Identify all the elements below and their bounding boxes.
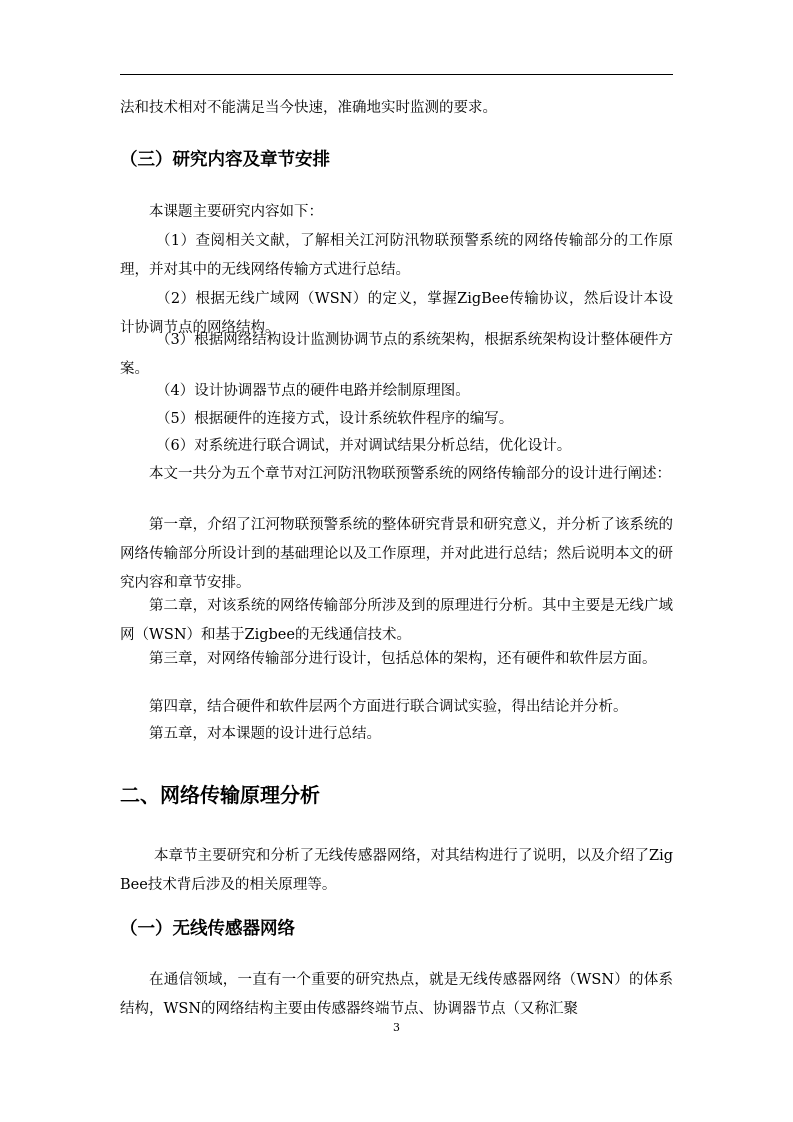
research-item-1: （1）查阅相关文献，了解相关江河防汛物联预警系统的网络传输部分的工作原理，并对其中的无线网络传输方式进行总结。	[120, 233, 673, 278]
research-intro: 本课题主要研究内容如下：	[149, 204, 323, 220]
chapter-2-title: 二、网络传输原理分析	[120, 783, 320, 807]
section-1-title: （一）无线传感器网络	[120, 919, 295, 939]
research-item-2: （2）根据无线广域网（WSN）的定义，掌握ZigBee传输协议，然后设计本设计协调节点的网络结构。	[120, 291, 673, 336]
chapters-intro: 本文一共分为五个章节对江河防汛物联预警系统的网络传输部分的设计进行阐述：	[149, 466, 671, 482]
header-rule	[120, 74, 673, 75]
page-number: 3	[393, 1021, 400, 1034]
wsn-paragraph: 在通信领域，一直有一个重要的研究热点，就是无线传感器网络（WSN）的体系结构，WSN的网络结构主要由传感器终端节点、协调器节点（又称汇聚	[120, 972, 673, 1017]
chapter-summary-4: 第四章，结合硬件和软件层两个方面进行联合调试实验，得出结论并分析。	[149, 699, 628, 715]
chapter-summary-5: 第五章，对本课题的设计进行总结。	[149, 726, 381, 742]
research-item-5: （5）根据硬件的连接方式，设计系统软件程序的编写。	[156, 411, 514, 427]
chapter-summary-3: 第三章，对网络传输部分进行设计，包括总体的架构，还有硬件和软件层方面。	[149, 651, 657, 667]
chapter-summary-2: 第二章，对该系统的网络传输部分所涉及到的原理进行分析。其中主要是无线广域网（WSN）和基于Zigbee的无线通信技术。	[120, 598, 673, 643]
section-3-title: （三）研究内容及章节安排	[120, 150, 330, 170]
chapter-summary-1: 第一章，介绍了江河物联预警系统的整体研究背景和研究意义，并分析了该系统的网络传输部分所设计到的基础理论以及工作原理，并对此进行总结；然后说明本文的研究内容和章节安排。	[120, 517, 673, 591]
research-item-3: （3）根据网络结构设计监测协调节点的系统架构，根据系统架构设计整体硬件方案。	[120, 332, 673, 377]
research-item-6: （6）对系统进行联合调试，并对调试结果分析总结，优化设计。	[156, 438, 572, 454]
continued-paragraph: 法和技术相对不能满足当今快速，准确地实时监测的要求。	[120, 100, 497, 116]
chapter-2-intro: 本章节主要研究和分析了无线传感器网络，对其结构进行了说明，以及介绍了Zig Bee技术背后涉及的相关原理等。	[120, 848, 673, 893]
research-item-4: （4）设计协调器节点的硬件电路并绘制原理图。	[156, 383, 470, 399]
